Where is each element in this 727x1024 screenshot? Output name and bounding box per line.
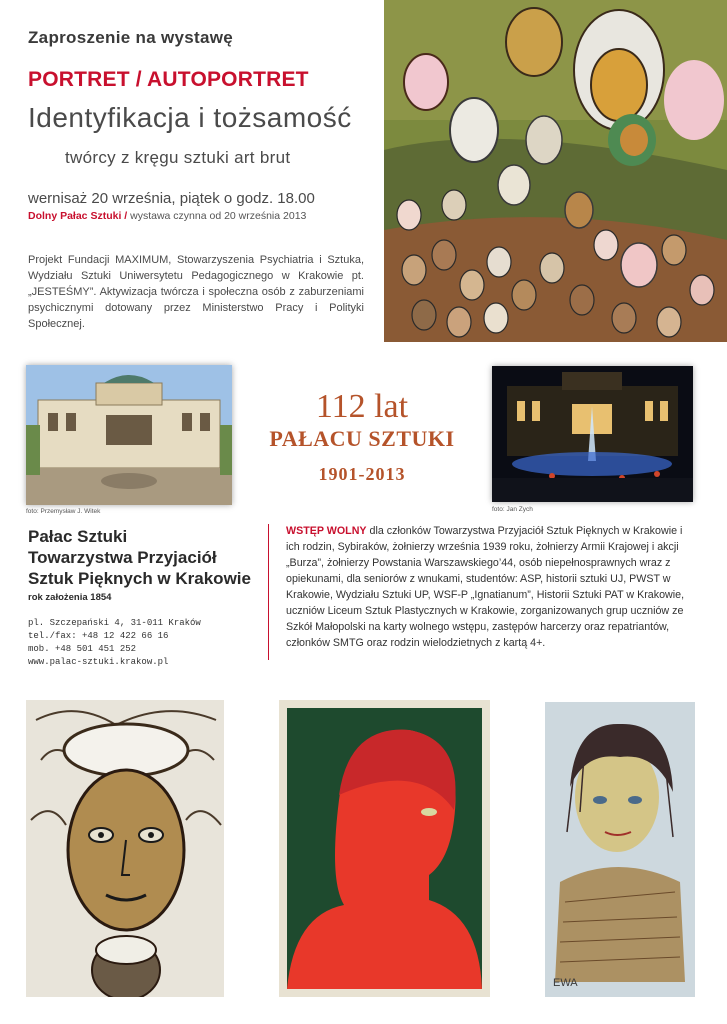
contact-info — [28, 617, 201, 669]
creators-line: twórcy z kręgu sztuki art brut — [65, 148, 291, 167]
portrait-artwork-3 — [545, 702, 695, 997]
venue-name: Dolny Pałac Sztuki / — [28, 210, 128, 222]
free-entry-text: dla członków Towarzystwa Przyjaciół Sztuk Pięknych w Krakowie i ich rodzin, Sybiraków, żołnierzy września 1939 roku, żołnierzy Armii Krajowej i akcji „Burza”, żołnierzy Powstania Warszawskiego’44, osób niepełnosprawnych wraz z opiekunami, dla seniorów z wnukami, studentów: ASP, historii sztuki UJ, PWST w Krakowie, Wydziału Sztuki UP, WSF-P „Ignatianum”, Historii Sztuki PAT w Krakowie, uczniów Liceum Sztuk Plastycznych w Krakowie, zorganizowanych grup uczniów ze Szkół Małopolski na karty wolnego wstępu, zastępów harcerzy oraz repatriantów, członków SMTG oraz rodzin wielodzietnych z kartą 4+. — [286, 525, 685, 649]
website-link[interactable]: www.palac-sztuki.krakow.pl — [28, 657, 169, 667]
photo-credit-right: foto: Jan Zych — [492, 506, 533, 513]
venue-dates: wystawa czynna od 20 września 2013 — [127, 210, 307, 222]
artwork-signature: EWA — [553, 977, 578, 989]
palace-name-line-3: Sztuk Pięknych w Krakowie — [28, 569, 251, 588]
free-entry-info — [286, 523, 698, 651]
group-portrait-painting — [384, 0, 727, 342]
vernissage-info: wernisaż 20 września, piątek o godz. 18.00 — [28, 190, 315, 207]
mobile: mob. +48 501 451 252 — [28, 644, 137, 654]
anniversary-range: 1901-2013 — [318, 464, 406, 484]
invitation-heading: Zaproszenie na wystawę — [28, 28, 234, 47]
photo-credit-left: foto: Przemysław J. Witek — [26, 508, 101, 515]
palace-night-photo — [492, 366, 693, 502]
palace-name — [28, 526, 251, 589]
exhibition-subtitle: Identyfikacja i tożsamość — [28, 102, 352, 133]
portrait-artwork-2 — [279, 700, 490, 997]
anniversary-name: PAŁACU SZTUKI — [269, 426, 455, 451]
free-entry-lead: WSTĘP WOLNY — [286, 525, 367, 537]
founded-year: rok założenia 1854 — [28, 592, 112, 603]
project-description: Projekt Fundacji MAXIMUM, Stowarzyszenia Psychiatria i Sztuka, Wydziału Sztuki Uniwersytetu Pedagogicznego w Krakowie pt. „JESTEŚMY”. Aktywizacja twórcza i społeczna osób z zaburzeniami psychicznymi dotowany przez Ministerstwo Pracy i Polityki Społecznej. — [28, 254, 364, 330]
phone: tel./fax: +48 12 422 66 16 — [28, 631, 169, 641]
palace-name-line-1: Pałac Sztuki — [28, 527, 128, 546]
venue-info — [28, 210, 306, 222]
exhibition-title: PORTRET / AUTOPORTRET — [28, 68, 309, 91]
anniversary-years: 112 lat — [315, 388, 409, 425]
address: pl. Szczepański 4, 31-011 Kraków — [28, 618, 201, 628]
divider — [268, 524, 269, 660]
palace-daytime-photo — [26, 365, 232, 505]
portrait-artwork-1 — [26, 700, 224, 997]
palace-name-line-2: Towarzystwa Przyjaciół — [28, 548, 217, 567]
